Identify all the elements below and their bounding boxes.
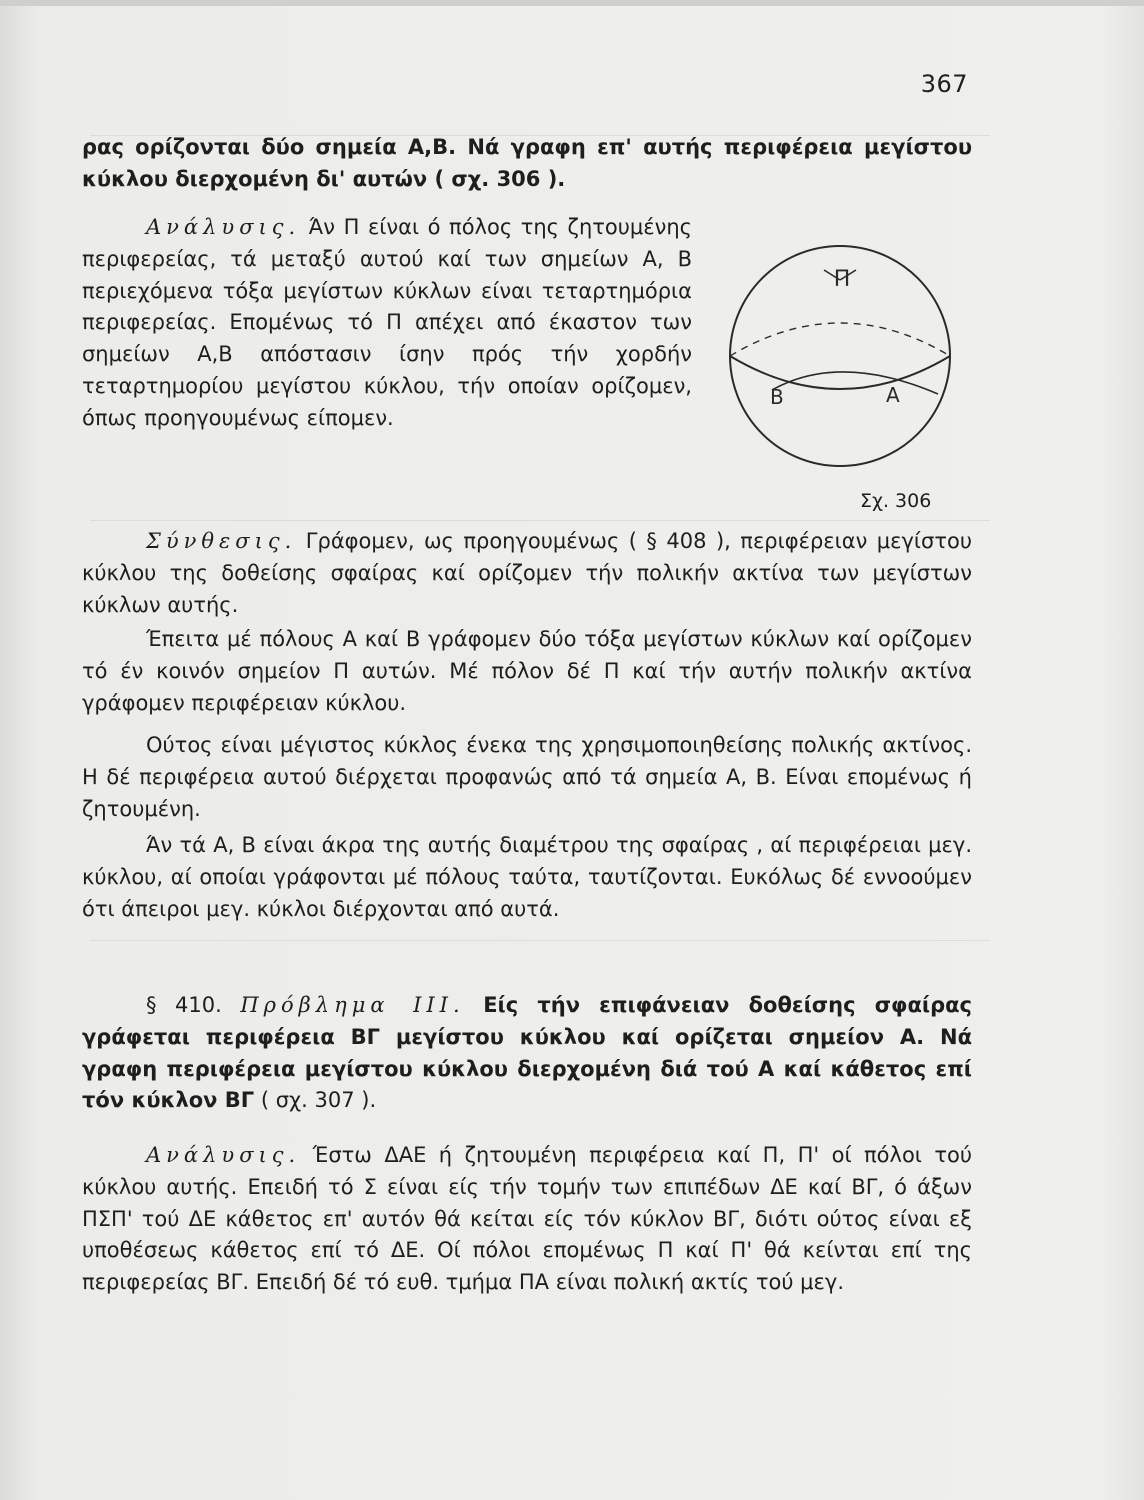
analysis-text: Άν Π είναι ό πόλος της ζητουμένης περιφερείας, τά μεταξύ αυτού καί των σημείων Α, Β περιεχόμενα τόξα μεγίστων κύκλων είναι τεταρτημόρια περιφερείας. Επομένως τό Π απέχει από έκαστον των σημείων Α,Β απόστασιν ίσην πρός τήν χορδήν τεταρτημορίου μεγίστου κύκλου, τήν οποίαν ορίζομεν, όπως προηγουμένως είπομεν. xyxy=(82,215,692,430)
page-top-edge xyxy=(0,0,1144,6)
label-b: Β xyxy=(770,385,784,409)
problem-statement-text: ρας ορίζονται δύο σημεία Α,Β. Νά γραφη επ' αυτής περιφέρεια μεγίστου κύκλου διερχομένη δι' αυτών ( σχ. 306 ). xyxy=(82,135,972,191)
figure-306 xyxy=(712,226,962,516)
paragraph-synthesis xyxy=(82,526,972,621)
synthesis-text: Γράφομεν, ως προηγουμένως ( § 408 ), περιφέρειαν μεγίστου κύκλου της δοθείσης σφαίρας καί ορίζομεν τήν πολικήν ακτίνα των μεγίστων κύκλων αυτής. xyxy=(82,529,972,617)
sphere-diagram xyxy=(712,226,962,486)
problem-410-ref: ( σχ. 307 ). xyxy=(260,1088,377,1113)
analysis-heading: Ανάλυσις. xyxy=(146,215,301,239)
problem-410-heading: Πρόβλημα III. xyxy=(240,993,465,1017)
page-number: 367 xyxy=(920,70,968,98)
label-pole: Π xyxy=(833,267,851,292)
construction-text: Έπειτα μέ πόλους Α καί Β γράφομεν δύο τόξα μεγίστων κύκλων καί ορίζομεν τό έν κοινόν σημείον Π αυτών. Μέ πόλον δέ Π καί τήν αυτήν πολικήν ακτίνα γράφομεν περιφέρειαν κύκλου. xyxy=(82,627,972,715)
paragraph-problem-410 xyxy=(82,990,972,1117)
bleed-through-line xyxy=(90,940,990,941)
bleed-through-line xyxy=(90,520,990,521)
paragraph-proof xyxy=(82,730,972,825)
great-circle-back xyxy=(730,323,950,356)
figure-caption: Σχ. 306 xyxy=(860,490,932,512)
diameter-case-text: Άν τά Α, Β είναι άκρα της αυτής διαμέτρου της σφαίρας , αί περιφέρειαι μεγ. κύκλου, αί οποίαι γράφονται μέ πόλους ταύτα, ταυτίζονται. Ευκόλως δέ εννοούμεν ότι άπειροι μεγ. κύκλοι διέρχονται από αυτά. xyxy=(82,833,972,921)
paragraph-analysis xyxy=(82,212,692,435)
proof-text: Ούτος είναι μέγιστος κύκλος ένεκα της χρησιμοποιηθείσης πολικής ακτίνος. Η δέ περιφέρεια αυτού διέρχεται προφανώς από τά σημεία Α, Β. Είναι επομένως ή ζητουμένη. xyxy=(82,733,972,821)
paragraph-analysis-410 xyxy=(82,1140,972,1299)
paragraph-problem-statement xyxy=(82,132,972,196)
paragraph-construction xyxy=(82,624,972,719)
section-number: § 410. xyxy=(146,993,222,1017)
paragraph-diameter-case xyxy=(82,830,972,925)
problem-410-text: Είς τήν επιφάνειαν δοθείσης σφαίρας γράφεται περιφέρεια ΒΓ μεγίστου κύκλου καί ορίζεται σημείον Α. Νά γραφη περιφέρεια μεγίστου κύκλου διερχομένη διά τού Α καί κάθετος επί τόν κύκλον ΒΓ xyxy=(82,993,972,1113)
label-a: Α xyxy=(886,383,900,407)
analysis-410-text: Έστω ΔΑΕ ή ζητουμένη περιφέρεια καί Π, Π' οί πόλοι τού κύκλου αυτής. Επειδή τό Σ είναι είς τήν τομήν των επιπέδων ΔΕ καί ΒΓ, ό άξων ΠΣΠ' τού ΔΕ κάθετος επ' αυτόν θά κείται είς τόν κύκλον ΒΓ, διότι ούτος είναι εξ υποθέσεως κάθετος επί τό ΔΕ. Οί πόλοι επομένως Π καί Π' θά κείνται επί της περιφερείας ΒΓ. Επειδή δέ τό ευθ. τμήμα ΠΑ είναι πολική ακτίς τού μεγ. xyxy=(82,1143,972,1295)
analysis-410-heading: Ανάλυσις. xyxy=(146,1143,301,1167)
synthesis-heading: Σύνθεσις. xyxy=(146,529,297,553)
